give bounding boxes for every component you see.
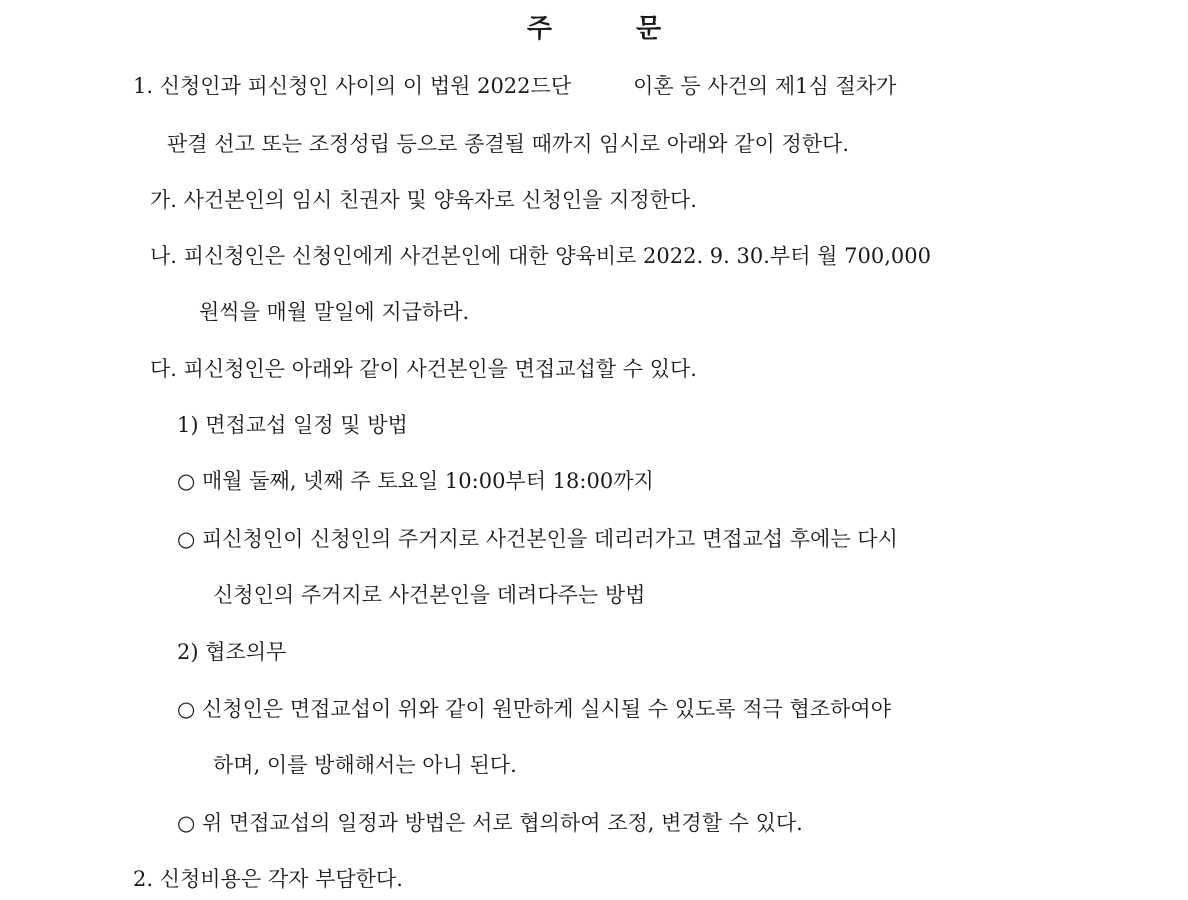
title-char-1: 주 [526, 14, 552, 44]
item-2: 2. 신청비용은 각자 부담한다. [133, 867, 403, 891]
sub-item-1-heading: 1) 면접교섭 일정 및 방법 [177, 413, 408, 437]
item-1-line-1 [133, 71, 896, 101]
item-1-text-b: 이혼 등 사건의 제1심 절차가 [633, 74, 897, 98]
sub-item-2-bullet-1: ○ 신청인은 면접교섭이 위와 같이 원만하게 실시될 수 있도록 적극 협조하여야 [177, 697, 891, 721]
item-da: 다. 피신청인은 아래와 같이 사건본인을 면접교섭할 수 있다. [150, 357, 697, 381]
document-title [0, 8, 1188, 45]
item-na: 나. 피신청인은 신청인에게 사건본인에 대한 양육비로 2022. 9. 30.부터 월 700,000 [150, 244, 931, 268]
sub-item-2-bullet-2: ○ 위 면접교섭의 일정과 방법은 서로 협의하여 조정, 변경할 수 있다. [177, 811, 803, 835]
sub-item-1-bullet-2: ○ 피신청인이 신청인의 주거지로 사건본인을 데리러가고 면접교섭 후에는 다시 [177, 527, 898, 551]
title-char-2: 문 [636, 14, 662, 44]
item-1-line-2: 판결 선고 또는 조정성립 등으로 종결될 때까지 임시로 아래와 같이 정한다. [167, 132, 850, 156]
item-1-text-a: 1. 신청인과 피신청인 사이의 이 법원 2022드단 [133, 74, 572, 98]
item-ga: 가. 사건본인의 임시 친권자 및 양육자로 신청인을 지정한다. [150, 188, 697, 212]
item-na-cont: 원씩을 매월 말일에 지급하라. [199, 300, 470, 324]
sub-item-1-bullet-2-cont: 신청인의 주거지로 사건본인을 데려다주는 방법 [213, 583, 646, 607]
sub-item-2-heading: 2) 협조의무 [177, 640, 287, 664]
sub-item-1-bullet-1: ○ 매월 둘째, 넷째 주 토요일 10:00부터 18:00까지 [177, 469, 654, 493]
sub-item-2-bullet-1-cont: 하며, 이를 방해해서는 아니 된다. [213, 753, 517, 777]
